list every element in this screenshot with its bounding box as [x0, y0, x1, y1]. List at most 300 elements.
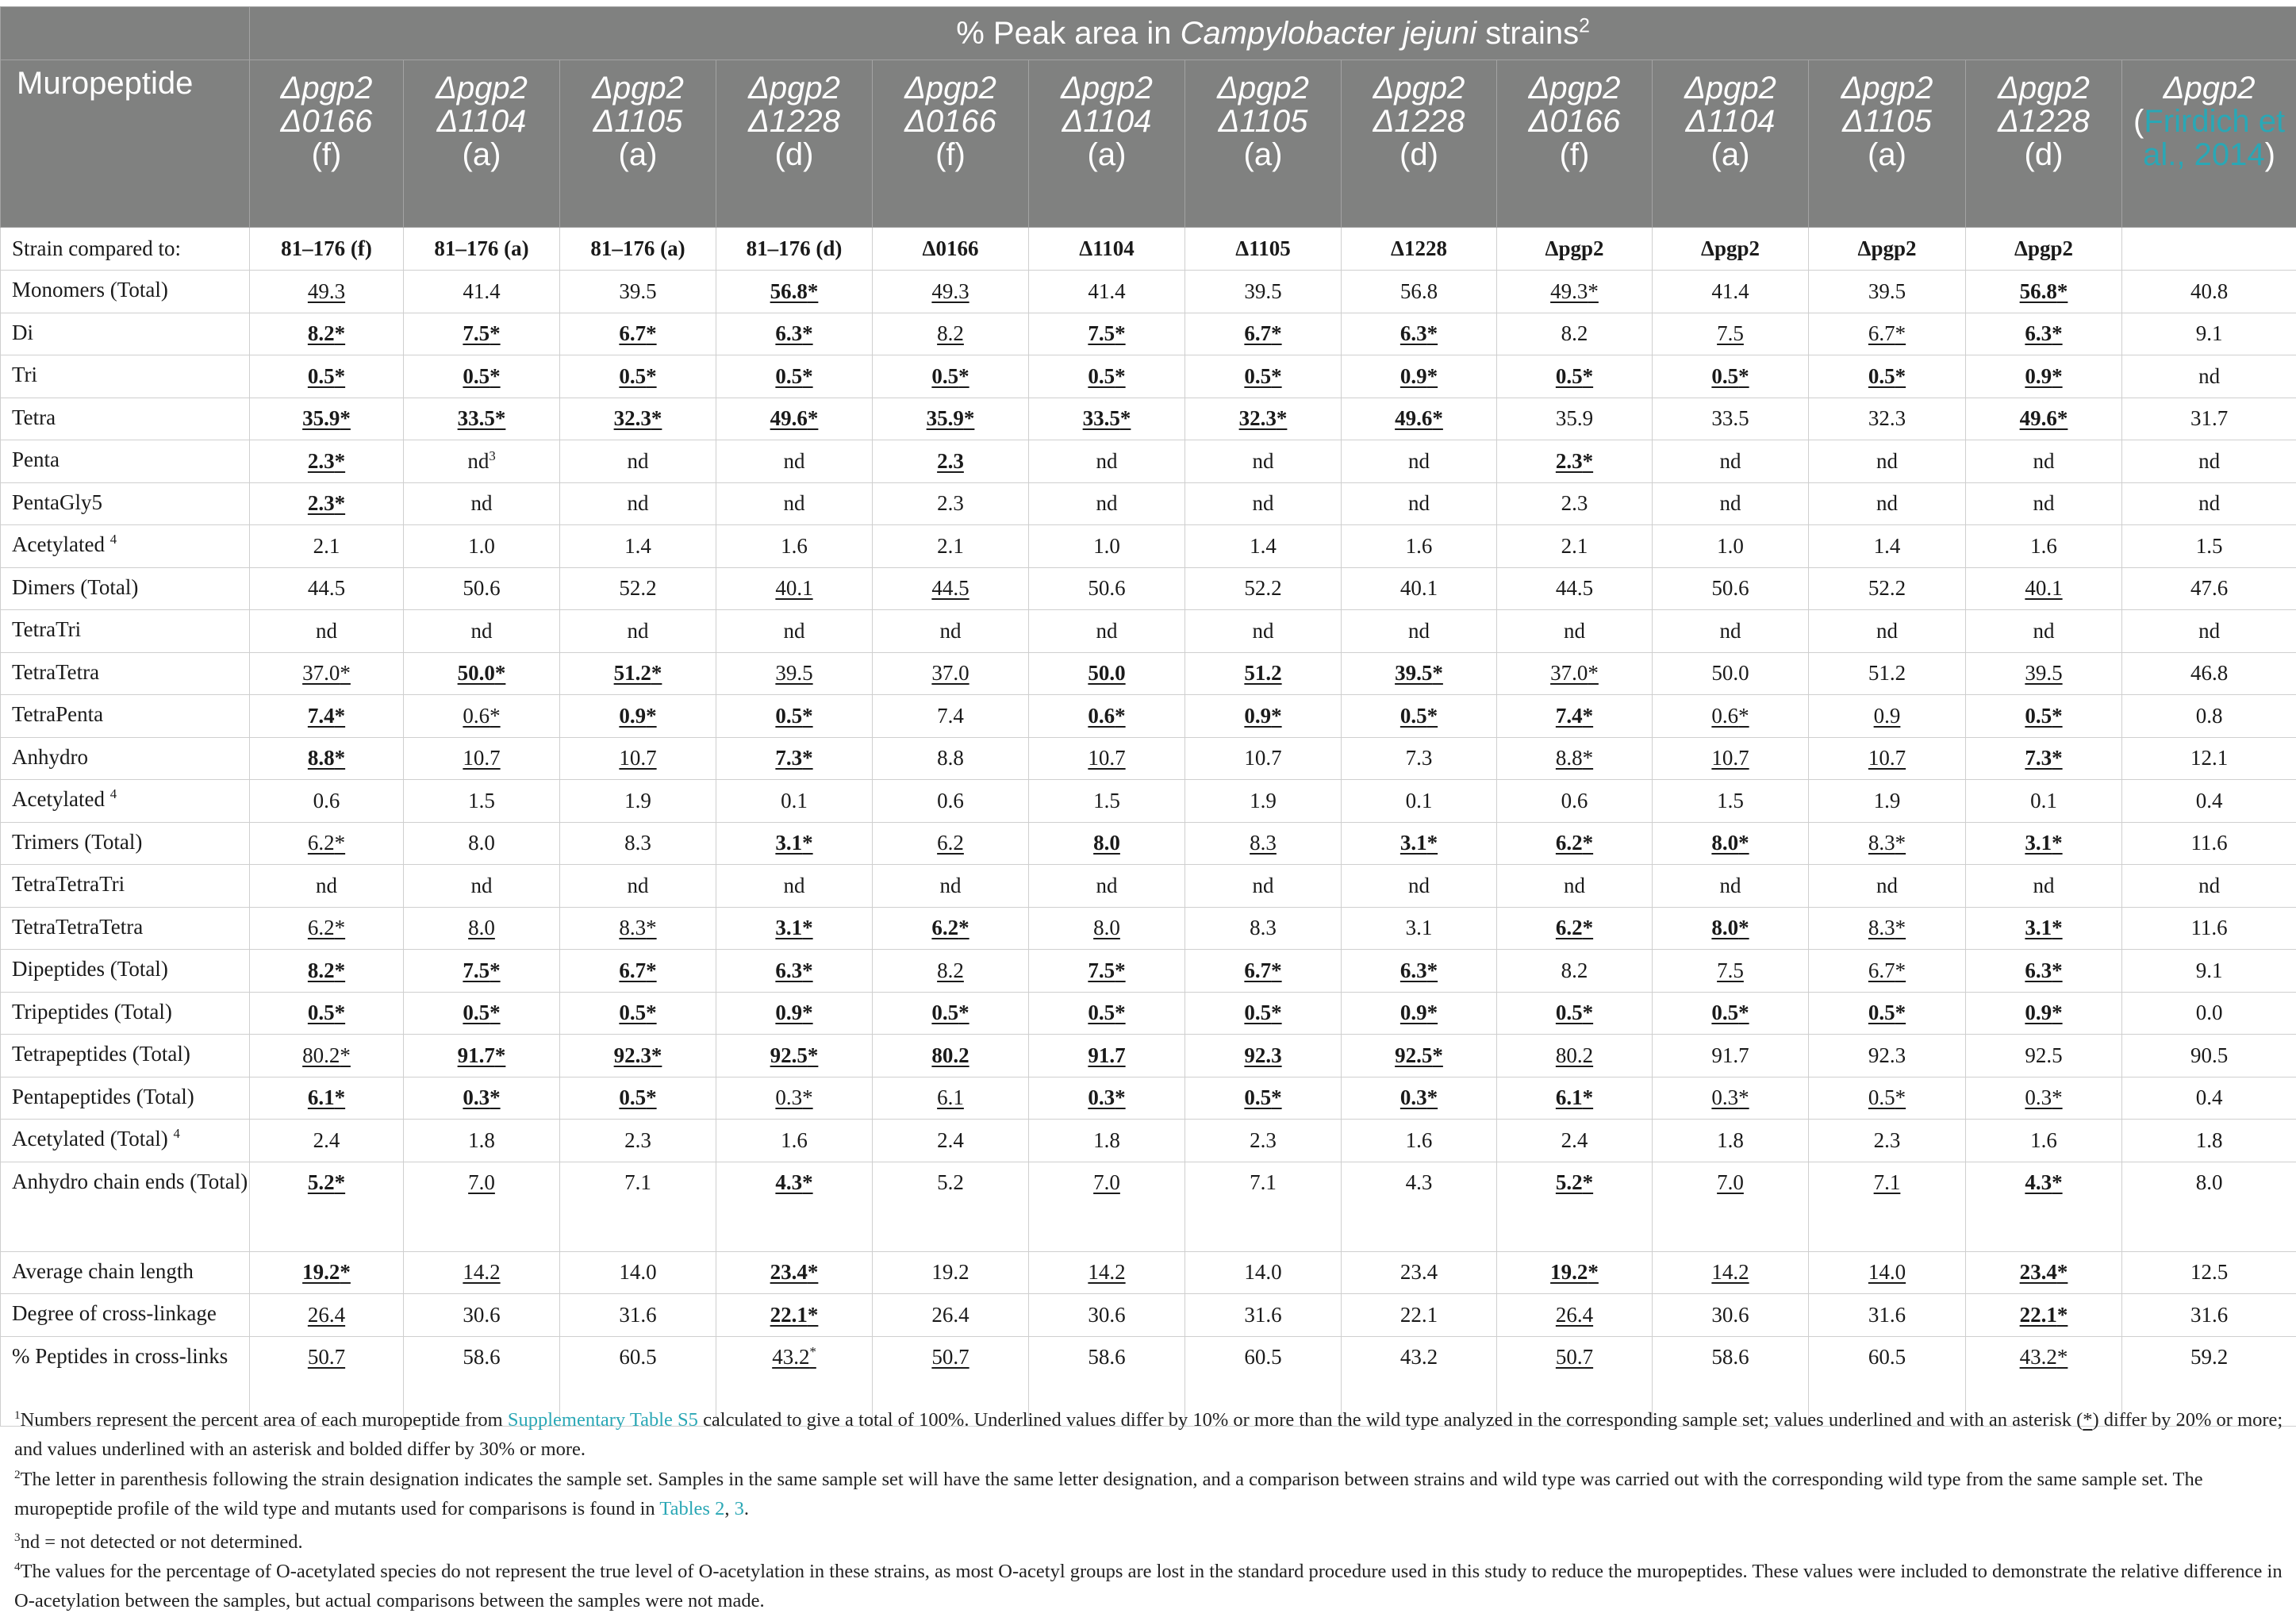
- table-cell: 6.7*: [560, 313, 716, 355]
- footnote-1: $^1$Numbers represent the percent area of each muropeptide from Supplementary Table S5 calculated to give a total of 100%. Underlined values differ by 10% or more than the wild type analyzed in the corresponding sample set; values underlined and with an asterisk (*) differ by 20% or more; and values underlined with an asterisk and bolded differ by 30% or more.: [14, 1408, 2283, 1460]
- strain-header: Δpgp2 Δ0166 (f): [250, 60, 404, 228]
- table-cell: 8.3: [1185, 822, 1342, 865]
- table-row: [1, 822, 2296, 865]
- table-cell: 1.5: [1029, 780, 1185, 823]
- table-row: [1, 1035, 2296, 1077]
- table-cell: 7.5*: [404, 313, 560, 355]
- comparison-row: [1, 228, 2296, 271]
- table-cell: nd: [1029, 865, 1185, 908]
- table-cell: 33.5*: [404, 398, 560, 440]
- table-cell: 7.5*: [1029, 950, 1185, 993]
- table-cell: 39.5: [1966, 652, 2122, 695]
- table-cell: nd: [716, 440, 873, 483]
- row-label: Trimers (Total): [1, 822, 250, 865]
- table-3-link[interactable]: 3: [734, 1498, 744, 1519]
- muropeptide-table: [0, 6, 2296, 1427]
- row-label: Anhydro chain ends (Total): [1, 1162, 250, 1251]
- table-cell: 39.5: [1809, 271, 1966, 313]
- table-cell: 0.6*: [404, 695, 560, 738]
- table-cell: 40.1: [1966, 567, 2122, 610]
- table-cell: 8.2: [1497, 313, 1653, 355]
- comparison-value: Δ1105: [1185, 228, 1342, 271]
- row-label: Degree of cross-linkage: [1, 1294, 250, 1337]
- table-cell: nd: [404, 865, 560, 908]
- table-cell: 51.2*: [560, 652, 716, 695]
- table-cell: 22.1*: [716, 1294, 873, 1337]
- table-cell: 1.6: [1966, 525, 2122, 568]
- row-label: Tripeptides (Total): [1, 992, 250, 1035]
- table-cell: 0.3*: [1966, 1077, 2122, 1120]
- table-cell: nd: [560, 440, 716, 483]
- table-cell: 1.5: [404, 780, 560, 823]
- comparison-value: Δ1228: [1342, 228, 1497, 271]
- strain-header: Δpgp2 Δ1228 (d): [716, 60, 873, 228]
- table-cell: 47.6: [2122, 567, 2296, 610]
- row-label: Acetylated (Total) $^4$: [1, 1120, 250, 1162]
- table-cell: 2.3*: [250, 482, 404, 525]
- table-cell: nd: [1185, 482, 1342, 525]
- table-cell: 0.5*: [1497, 355, 1653, 398]
- table-cell: 4.3*: [1966, 1162, 2122, 1251]
- table-row: [1, 1162, 2296, 1251]
- table-cell: 23.4*: [716, 1251, 873, 1294]
- table-cell: 0.3*: [1029, 1077, 1185, 1120]
- table-cell: 0.9: [1809, 695, 1966, 738]
- table-cell: 6.2*: [250, 822, 404, 865]
- table-cell: 92.5: [1966, 1035, 2122, 1077]
- tables-2-link[interactable]: Tables 2: [659, 1498, 725, 1519]
- row-label: Tetra: [1, 398, 250, 440]
- table-cell: 6.1: [873, 1077, 1029, 1120]
- table-cell: 0.5*: [560, 992, 716, 1035]
- table-cell: 51.2: [1809, 652, 1966, 695]
- table-cell: nd: [1497, 610, 1653, 653]
- row-label: Acetylated $^4$: [1, 780, 250, 823]
- table-cell: 2.3*: [250, 440, 404, 483]
- strain-header: Δpgp2 Δ1228 (d): [1342, 60, 1497, 228]
- comparison-label: Strain compared to:: [1, 228, 250, 271]
- table-cell: 6.7*: [1809, 313, 1966, 355]
- table-cell: 22.1*: [1966, 1294, 2122, 1337]
- muropeptide-header: Muropeptide: [1, 60, 250, 228]
- table-cell: 2.3: [873, 440, 1029, 483]
- row-label: Dimers (Total): [1, 567, 250, 610]
- comparison-value: Δ0166: [873, 228, 1029, 271]
- table-cell: nd: [1966, 865, 2122, 908]
- table-row: [1, 1294, 2296, 1337]
- table-cell: 60.5: [1185, 1336, 1342, 1426]
- table-cell: 1.8: [1029, 1120, 1185, 1162]
- table-cell: 31.6: [1809, 1294, 1966, 1337]
- table-cell: nd: [1342, 865, 1497, 908]
- table-cell: 0.5*: [716, 355, 873, 398]
- table-cell: 80.2: [873, 1035, 1029, 1077]
- table-cell: 92.3*: [560, 1035, 716, 1077]
- table-cell: 0.8: [2122, 695, 2296, 738]
- table-cell: 2.3: [1185, 1120, 1342, 1162]
- table-cell: nd: [1029, 440, 1185, 483]
- table-cell: 6.2*: [1497, 907, 1653, 950]
- table-cell: 14.0: [560, 1251, 716, 1294]
- row-label: TetraPenta: [1, 695, 250, 738]
- table-cell: 10.7: [404, 737, 560, 780]
- table-cell: 4.3*: [716, 1162, 873, 1251]
- table-cell: 3.1: [1342, 907, 1497, 950]
- table-cell: 1.5: [2122, 525, 2296, 568]
- table-cell: 1.8: [2122, 1120, 2296, 1162]
- table-cell: $nd^3$: [404, 440, 560, 483]
- table-cell: 6.2*: [250, 907, 404, 950]
- table-cell: 7.0: [404, 1162, 560, 1251]
- table-cell: 0.5*: [560, 1077, 716, 1120]
- table-cell: 2.3*: [1497, 440, 1653, 483]
- table-cell: 0.0: [2122, 992, 2296, 1035]
- table-cell: nd: [1966, 482, 2122, 525]
- table-cell: 33.5: [1653, 398, 1809, 440]
- table-cell: 8.2*: [250, 950, 404, 993]
- table-cell: 91.7*: [404, 1035, 560, 1077]
- table-cell: 10.7: [1809, 737, 1966, 780]
- table-cell: 1.6: [1342, 525, 1497, 568]
- table-cell: 2.4: [873, 1120, 1029, 1162]
- table-cell: 0.5*: [1497, 992, 1653, 1035]
- table-cell: nd: [560, 482, 716, 525]
- table-cell: 91.7: [1653, 1035, 1809, 1077]
- table-cell: 0.3*: [404, 1077, 560, 1120]
- table-cell: 0.6*: [1653, 695, 1809, 738]
- table-cell: 1.8: [404, 1120, 560, 1162]
- table-cell: 23.4*: [1966, 1251, 2122, 1294]
- table-cell: 30.6: [404, 1294, 560, 1337]
- table-cell: 1.6: [716, 525, 873, 568]
- table-cell: 6.7*: [1809, 950, 1966, 993]
- table-row: [1, 737, 2296, 780]
- table-cell: 35.9: [1497, 398, 1653, 440]
- table-cell: 0.5*: [1029, 355, 1185, 398]
- table-cell: 0.5*: [1809, 992, 1966, 1035]
- table-cell: 8.2*: [250, 313, 404, 355]
- table-cell: 30.6: [1029, 1294, 1185, 1337]
- table-cell: nd: [404, 482, 560, 525]
- table-cell: 1.4: [1185, 525, 1342, 568]
- table-cell: 39.5: [716, 652, 873, 695]
- table-cell: 19.2*: [250, 1251, 404, 1294]
- table-cell: 32.3*: [560, 398, 716, 440]
- strain-header: Δpgp2 Δ1104 (a): [1029, 60, 1185, 228]
- table-row: [1, 992, 2296, 1035]
- table-cell: 3.1*: [716, 822, 873, 865]
- table-cell: 52.2: [1809, 567, 1966, 610]
- table-row: [1, 907, 2296, 950]
- table-row: [1, 440, 2296, 483]
- table-cell: 50.6: [1653, 567, 1809, 610]
- table-cell: 2.3: [1809, 1120, 1966, 1162]
- comparison-value: 81–176 (a): [560, 228, 716, 271]
- table-cell: 0.5*: [404, 992, 560, 1035]
- table-cell: 58.6: [1029, 1336, 1185, 1426]
- table-cell: 6.3*: [716, 313, 873, 355]
- table-cell: nd: [1185, 610, 1342, 653]
- table-cell: 6.7*: [1185, 950, 1342, 993]
- table-cell: 8.2: [1497, 950, 1653, 993]
- comparison-value: 81–176 (a): [404, 228, 560, 271]
- table-cell: 3.1*: [1966, 907, 2122, 950]
- header-corner: [1, 7, 250, 60]
- table-cell: 9.1: [2122, 950, 2296, 993]
- table-cell: 2.1: [1497, 525, 1653, 568]
- row-label: Average chain length: [1, 1251, 250, 1294]
- table-cell: 52.2: [1185, 567, 1342, 610]
- table-cell: nd: [250, 610, 404, 653]
- table-cell: 1.4: [560, 525, 716, 568]
- comparison-value: Δpgp2: [1809, 228, 1966, 271]
- table-cell: 8.0: [404, 822, 560, 865]
- table-row: [1, 271, 2296, 313]
- strain-header: Δpgp2 Δ1105 (a): [560, 60, 716, 228]
- table-cell: 7.4: [873, 695, 1029, 738]
- table-cell: 8.8*: [250, 737, 404, 780]
- table-cell: nd: [1029, 482, 1185, 525]
- table-cell: 7.5*: [1029, 313, 1185, 355]
- table-cell: 91.7: [1029, 1035, 1185, 1077]
- table-cell: 6.1*: [250, 1077, 404, 1120]
- table-cell: nd: [716, 482, 873, 525]
- table-cell: 0.5*: [716, 695, 873, 738]
- table-cell: 0.6: [250, 780, 404, 823]
- table-cell: 49.6*: [1966, 398, 2122, 440]
- table-cell: 11.6: [2122, 822, 2296, 865]
- table-cell: 7.1: [560, 1162, 716, 1251]
- table-cell: 2.1: [250, 525, 404, 568]
- table-cell: nd: [716, 610, 873, 653]
- table-cell: 0.5*: [1185, 992, 1342, 1035]
- table-cell: 9.1: [2122, 313, 2296, 355]
- table-cell: 2.3: [873, 482, 1029, 525]
- footnote-4: $^4$The values for the percentage of O-acetylated species do not represent the true level of O-acetylation in these strains, as most O-acetyl groups are lost in the standard procedure used in this study to reduce the muropeptides. These values were included to demonstrate the relative difference in O-acetylation between the samples, but actual comparisons between the samples were not made.: [14, 1559, 2283, 1611]
- table-cell: 44.5: [250, 567, 404, 610]
- table-cell: 12.5: [2122, 1251, 2296, 1294]
- table-cell: 14.0: [1185, 1251, 1342, 1294]
- table-cell: nd: [1809, 610, 1966, 653]
- table-cell: 0.9*: [716, 992, 873, 1035]
- table-cell: 49.3: [250, 271, 404, 313]
- table-cell: nd: [1497, 865, 1653, 908]
- table-cell: nd: [404, 610, 560, 653]
- table-cell: nd: [1653, 482, 1809, 525]
- table-cell: 8.0: [404, 907, 560, 950]
- table-cell: 1.5: [1653, 780, 1809, 823]
- comparison-value: Δ1104: [1029, 228, 1185, 271]
- table-cell: 6.2*: [1497, 822, 1653, 865]
- table-cell: 7.1: [1185, 1162, 1342, 1251]
- table-cell: 41.4: [404, 271, 560, 313]
- table-cell: 7.0: [1029, 1162, 1185, 1251]
- table-cell: 90.5: [2122, 1035, 2296, 1077]
- strain-header: Δpgp2 Δ1105 (a): [1809, 60, 1966, 228]
- table-cell: 46.8: [2122, 652, 2296, 695]
- table-cell: nd: [2122, 482, 2296, 525]
- table-row: [1, 1251, 2296, 1294]
- table-cell: 8.2: [873, 950, 1029, 993]
- table-cell: nd: [873, 610, 1029, 653]
- table-cell: 1.4: [1809, 525, 1966, 568]
- table-cell: 31.6: [1185, 1294, 1342, 1337]
- table-cell: 80.2: [1497, 1035, 1653, 1077]
- table-cell: 7.3: [1342, 737, 1497, 780]
- table-row: [1, 950, 2296, 993]
- table-cell: 2.3: [1497, 482, 1653, 525]
- table-cell: 50.6: [1029, 567, 1185, 610]
- comparison-value: 81–176 (d): [716, 228, 873, 271]
- comparison-value: [2122, 228, 2296, 271]
- table-cell: 50.7: [873, 1336, 1029, 1426]
- table-cell: 8.2: [873, 313, 1029, 355]
- table-cell: 0.5*: [1653, 992, 1809, 1035]
- table-cell: 43.2: [1342, 1336, 1497, 1426]
- table-cell: 0.9*: [1342, 355, 1497, 398]
- table-cell: 50.0*: [404, 652, 560, 695]
- table-cell: 92.5*: [1342, 1035, 1497, 1077]
- table-cell: 40.8: [2122, 271, 2296, 313]
- table-cell: 41.4: [1653, 271, 1809, 313]
- table-cell: 0.4: [2122, 1077, 2296, 1120]
- table-cell: 32.3*: [1185, 398, 1342, 440]
- table-cell: 7.3*: [716, 737, 873, 780]
- strain-header: Δpgp2 Δ1228 (d): [1966, 60, 2122, 228]
- footnote-2: $^2$The letter in parenthesis following the strain designation indicates the sample set. Samples in the same sample set will have the same letter designation, and a comparison between strains and wild type was carried out with the corresponding wild type from the same sample set. The muropeptide profile of the wild type and mutants used for comparisons is found in Tables 2, 3.: [14, 1467, 2203, 1519]
- table-cell: 10.7: [1653, 737, 1809, 780]
- table-cell: 14.0: [1809, 1251, 1966, 1294]
- table-cell: nd: [1966, 440, 2122, 483]
- table-cell: 26.4: [873, 1294, 1029, 1337]
- table-cell: 7.5: [1653, 950, 1809, 993]
- supplementary-table-link[interactable]: Supplementary Table S5: [507, 1409, 698, 1431]
- table-cell: 1.9: [560, 780, 716, 823]
- table-cell: 7.4*: [1497, 695, 1653, 738]
- table-cell: 0.9*: [1966, 355, 2122, 398]
- table-cell: 51.2: [1185, 652, 1342, 695]
- table-cell: 0.5*: [1809, 355, 1966, 398]
- table-cell: 0.5*: [1029, 992, 1185, 1035]
- table-cell: 3.1*: [1966, 822, 2122, 865]
- table-cell: 59.2: [2122, 1336, 2296, 1426]
- table-row: [1, 610, 2296, 653]
- table-cell: nd: [1653, 865, 1809, 908]
- table-cell: 8.3: [560, 822, 716, 865]
- table-cell: 8.8: [873, 737, 1029, 780]
- table-cell: 0.1: [1966, 780, 2122, 823]
- table-cell: nd: [2122, 865, 2296, 908]
- table-cell: 10.7: [560, 737, 716, 780]
- table-cell: nd: [873, 865, 1029, 908]
- row-label: TetraTri: [1, 610, 250, 653]
- table-cell: 35.9*: [250, 398, 404, 440]
- row-label: Di: [1, 313, 250, 355]
- table-cell: 0.9*: [1185, 695, 1342, 738]
- table-cell: nd: [1342, 440, 1497, 483]
- strain-header: Δpgp2 Δ0166 (f): [873, 60, 1029, 228]
- table-cell: 0.5*: [560, 355, 716, 398]
- row-label: Dipeptides (Total): [1, 950, 250, 993]
- table-cell: 8.8*: [1497, 737, 1653, 780]
- table-row: [1, 1120, 2296, 1162]
- table-cell: 0.5*: [873, 992, 1029, 1035]
- table-cell: 26.4: [250, 1294, 404, 1337]
- table-cell: 8.3*: [1809, 822, 1966, 865]
- table-cell: 31.6: [2122, 1294, 2296, 1337]
- table-cell: 1.6: [1966, 1120, 2122, 1162]
- table-cell: 58.6: [404, 1336, 560, 1426]
- table-cell: 92.3: [1809, 1035, 1966, 1077]
- table-cell: 3.1*: [1342, 822, 1497, 865]
- table-cell: 39.5: [1185, 271, 1342, 313]
- table-cell: 52.2: [560, 567, 716, 610]
- table-cell: nd: [1342, 610, 1497, 653]
- table-cell: 6.3*: [1966, 950, 2122, 993]
- table-cell: 37.0: [873, 652, 1029, 695]
- row-label: Anhydro: [1, 737, 250, 780]
- table-cell: 49.6*: [716, 398, 873, 440]
- table-row: [1, 355, 2296, 398]
- table-cell: 10.7: [1029, 737, 1185, 780]
- table-cell: 10.7: [1185, 737, 1342, 780]
- row-label: Penta: [1, 440, 250, 483]
- table-cell: 92.3: [1185, 1035, 1342, 1077]
- frirdich-reference-link[interactable]: Frirdich et al., 2014: [2143, 104, 2286, 172]
- table-cell: nd: [1653, 610, 1809, 653]
- table-cell: 56.8*: [1966, 271, 2122, 313]
- row-label: Tetrapeptides (Total): [1, 1035, 250, 1077]
- table-cell: 30.6: [1653, 1294, 1809, 1337]
- table-cell: 0.6: [1497, 780, 1653, 823]
- table-cell: 6.2: [873, 822, 1029, 865]
- table-cell: 12.1: [2122, 737, 2296, 780]
- table-cell: 43.2*: [1966, 1336, 2122, 1426]
- table-cell: 37.0*: [1497, 652, 1653, 695]
- table-row: [1, 313, 2296, 355]
- table-cell: 0.6*: [1029, 695, 1185, 738]
- footnote-3: $^3$nd = not detected or not determined.: [14, 1530, 303, 1553]
- table-cell: 0.3*: [1653, 1077, 1809, 1120]
- table-cell: nd: [2122, 610, 2296, 653]
- row-label: Acetylated $^4$: [1, 525, 250, 568]
- table-cell: nd: [716, 865, 873, 908]
- table-cell: 0.5*: [873, 355, 1029, 398]
- table-cell: 33.5*: [1029, 398, 1185, 440]
- table-cell: 8.0: [2122, 1162, 2296, 1251]
- table-cell: 50.0: [1029, 652, 1185, 695]
- column-header-row: [1, 60, 2296, 228]
- table-cell: 60.5: [560, 1336, 716, 1426]
- table-cell: 14.2: [1029, 1251, 1185, 1294]
- table-cell: nd: [250, 865, 404, 908]
- table-cell: 8.3*: [560, 907, 716, 950]
- table-cell: 50.7: [250, 1336, 404, 1426]
- table-cell: 14.2: [1653, 1251, 1809, 1294]
- table-cell: nd: [1809, 482, 1966, 525]
- table-cell: 1.0: [1653, 525, 1809, 568]
- table-cell: 3.1*: [716, 907, 873, 950]
- table-cell: 41.4: [1029, 271, 1185, 313]
- table-cell: 0.3*: [716, 1077, 873, 1120]
- comparison-value: Δpgp2: [1653, 228, 1809, 271]
- table-cell: 5.2: [873, 1162, 1029, 1251]
- table-cell: nd: [1809, 865, 1966, 908]
- table-cell: 0.5*: [404, 355, 560, 398]
- table-cell: 50.0: [1653, 652, 1809, 695]
- table-cell: 7.5: [1653, 313, 1809, 355]
- table-cell: 4.3: [1342, 1162, 1497, 1251]
